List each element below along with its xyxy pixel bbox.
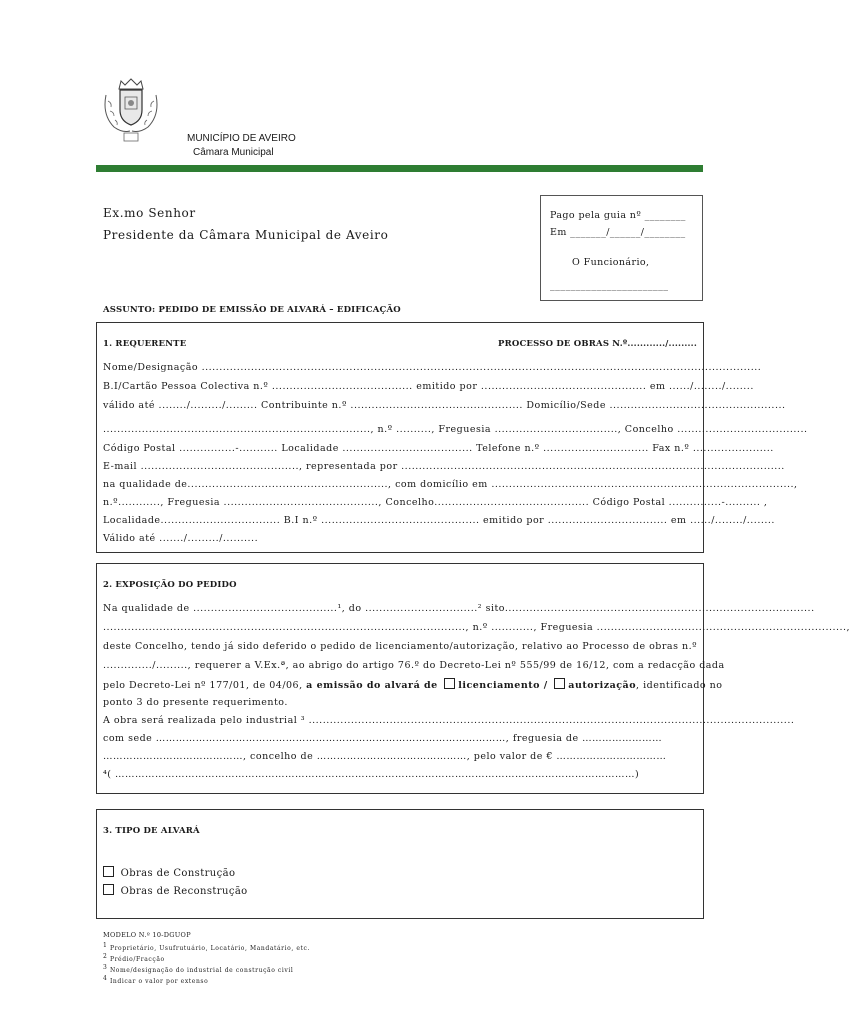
salutation: Ex.mo Senhor [103,206,196,220]
model-number: MODELO N.º 10-DGUOP [103,931,191,939]
s1-row-postal: Código Postal ................-........... Localidade ..................................... Telefone n.º .............................. Fax n.º ....................... [103,443,774,454]
payment-date-line: Em _______/______/________ [550,227,686,238]
section1-title: 1. REQUERENTE [103,339,187,349]
payment-stamp-box [540,195,703,301]
header-green-bar [96,165,703,172]
s1-row-email: E-mail ............................................., representada por ............................................................................................................. [103,461,785,472]
municipality-name: MUNICÍPIO DE AVEIRO [187,133,296,144]
option-construction[interactable] [103,866,235,879]
s2-row-value: ……………………………………, concelho de ………………………………………, pelo valor de € …………………………… [103,751,667,762]
s1-row-valid: Válido até ......./........./.......... [103,533,259,544]
option-licenciamento: licenciamento / [458,680,548,691]
s2-row-1: Na qualidade de .........................................¹, do ................................² sito........................................................................................ [103,603,815,614]
chamber-name: Câmara Municipal [193,147,274,158]
footnote-2: $^2$ Prédio/Fracção [103,953,165,963]
s1-row-locality: Localidade.................................. B.I n.º ............................................. emitido por .................................. em ....../......../........ [103,515,775,526]
s1-row-validity: válido até ......../........./......... Contribuinte n.º ................................................. Domicílio/Sede .................................................. [103,400,786,411]
option-reconstruction[interactable] [103,884,248,897]
reconstruction-checkbox[interactable] [103,884,114,895]
s2-row-4: ............../........., requerer a V.Ex.ª, ao abrigo do artigo 76.º do Decreto-Lei nº 555/99 de 16/12, com a redacção dada [103,660,725,671]
construction-checkbox[interactable] [103,866,114,877]
s1-row-parish: n.º............, Freguesia ............................................, Concelho............................................ Código Postal ...............-.......... , [103,497,768,508]
process-number: PROCESSO DE OBRAS N.º............/......... [498,339,697,349]
decree-bold: a emissão do alvará de [306,680,438,691]
construction-label: Obras de Construção [120,868,236,879]
decree-prefix: pelo Decreto-Lei nº 177/01, de 04/06, [103,680,303,691]
aveiro-coat-of-arms-icon [100,75,162,147]
s2-row-hq: com sede ……………………………………………………………………………………………, freguesia de …………………… [103,733,663,744]
reconstruction-label: Obras de Reconstrução [120,886,248,897]
section3-title: 3. TIPO DE ALVARÁ [103,826,200,836]
s2-row-point3: ponto 3 do presente requerimento. [103,697,288,708]
s2-row-3: deste Concelho, tendo já sido deferido o pedido de licenciamento/autorização, relativo ao Processo de obras n.º [103,641,698,652]
s1-row-quality: na qualidade de........................................................., com domicílio em ......................................................................................, [103,479,798,490]
decree-suffix: , identificado no [636,680,723,691]
option-autorizacao: autorização [568,680,637,691]
s2-row-industrial: A obra será realizada pelo industrial ³ .......................................................................................................................................... [103,715,795,726]
section2-title: 2. EXPOSIÇÃO DO PEDIDO [103,580,237,590]
payment-guide-line: Pago pela guia nº ________ [550,210,686,221]
s2-row-2: ......................................................................................................., n.º ............, Freguesia ......................................................................., [103,622,850,633]
footnote-4: $^4$ Indicar o valor por extenso [103,975,209,985]
recipient: Presidente da Câmara Municipal de Aveiro [103,228,389,242]
footnote-1: $^1$ Proprietário, Usufrutuário, Locatário, Mandatário, etc. [103,942,311,952]
official-signature-line: _______________________ [550,280,669,291]
s2-row-decree [103,678,723,691]
s1-row-name: Nome/Designação ............................................................................................................................................................... [103,362,762,373]
subject-line: ASSUNTO: PEDIDO DE EMISSÃO DE ALVARÁ – EDIFICAÇÃO [103,305,401,315]
s1-row-address: ............................................................................, n.º .........., Freguesia ..................................., Concelho ..................................... [103,424,808,435]
s1-row-id: B.I/Cartão Pessoa Colectiva n.º ........................................ emitido por ............................................... em ....../......../........ [103,381,754,392]
s2-row-words: ⁴( …………………………………………………………………………………………………………………………………………) [103,769,640,780]
official-label: O Funcionário, [572,257,650,268]
footnote-3: $^3$ Nome/designação do industrial de construção civil [103,964,294,974]
autorizacao-checkbox[interactable] [554,678,565,689]
licenciamento-checkbox[interactable] [444,678,455,689]
